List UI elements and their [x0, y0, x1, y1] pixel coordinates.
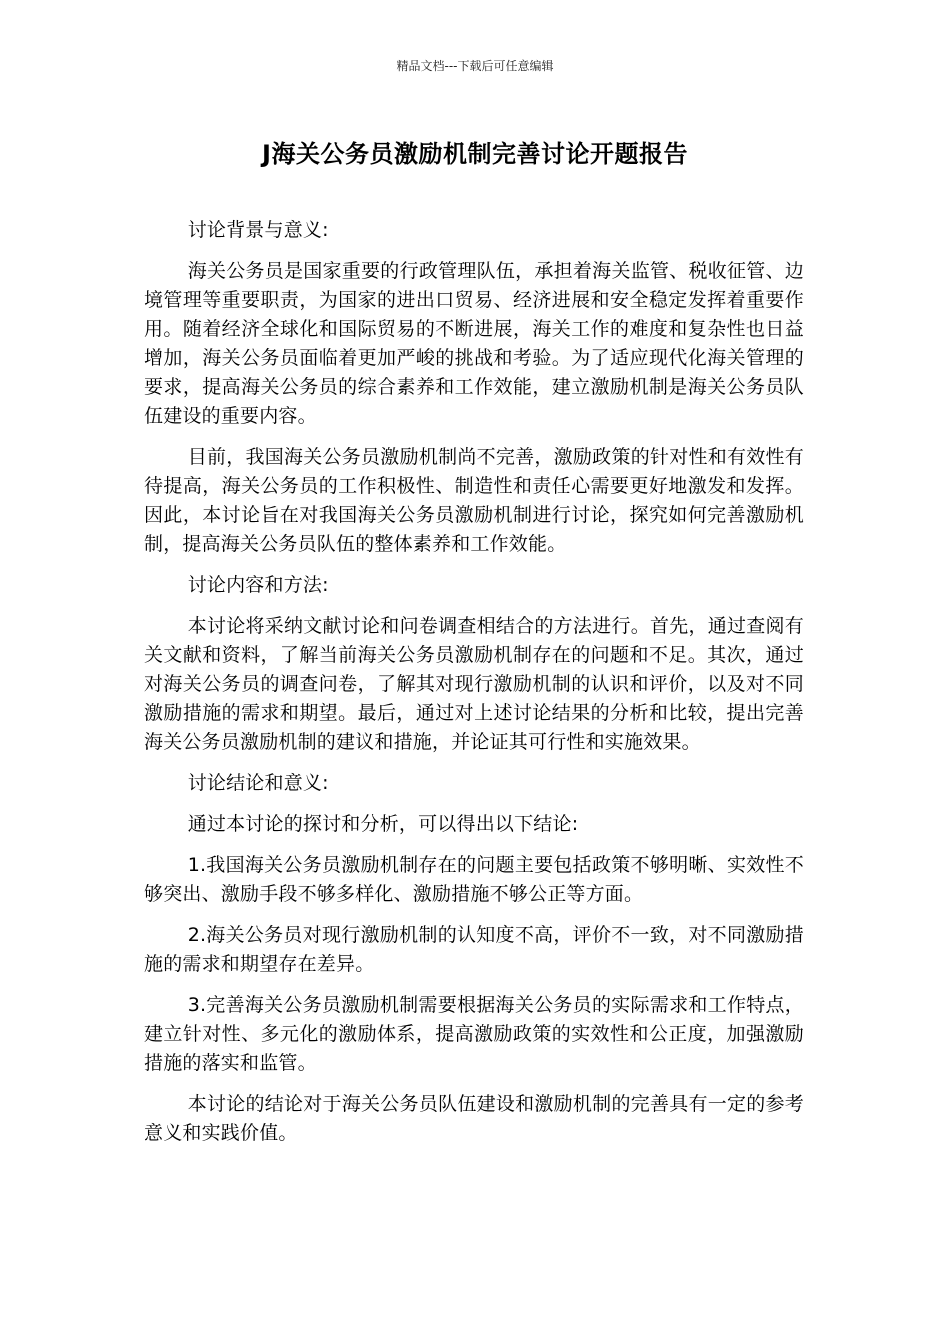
paragraph-conclusion-intro: 通过本讨论的探讨和分析，可以得出以下结论:	[187, 813, 579, 835]
conclusion-item-3: 3.完善海关公务员激励机制需要根据海关公务员的实际需求和工作特点，建立针对性、多元化的激励体系，提高激励政策的实效性和公正度，加强激励措施的落实和监管。	[144, 994, 804, 1074]
paragraph-current-status: 目前，我国海关公务员激励机制尚不完善，激励政策的针对性和有效性有待提高，海关公务员的工作积极性、制造性和责任心需要更好地激发和发挥。因此，本讨论旨在对我国海关公务员激励机制进行讨论，探究如何完善激励机制，提高海关公务员队伍的整体素养和工作效能。	[144, 446, 804, 555]
section-heading-content-method: 讨论内容和方法:	[187, 574, 329, 596]
section-heading-conclusion: 讨论结论和意义:	[187, 772, 329, 794]
document-title: J海关公务员激励机制完善讨论开题报告	[262, 140, 688, 168]
conclusion-item-2: 2.海关公务员对现行激励机制的认知度不高，评价不一致，对不同激励措施的需求和期望存在差异。	[144, 924, 804, 975]
paragraph-method: 本讨论将采纳文献讨论和问卷调查相结合的方法进行。首先，通过查阅有关文献和资料，了解当前海关公务员激励机制存在的问题和不足。其次，通过对海关公务员的调查问卷，了解其对现行激励机制的认识和评价，以及对不同激励措施的需求和期望。最后，通过对上述讨论结果的分析和比较，提出完善海关公务员激励机制的建议和措施，并论证其可行性和实施效果。	[144, 615, 804, 753]
section-heading-background: 讨论背景与意义:	[187, 219, 329, 241]
conclusion-item-1: 1.我国海关公务员激励机制存在的问题主要包括政策不够明晰、实效性不够突出、激励手段不够多样化、激励措施不够公正等方面。	[144, 854, 804, 905]
document-body	[144, 216, 804, 1160]
paragraph-background: 海关公务员是国家重要的行政管理队伍，承担着海关监管、税收征管、边境管理等重要职责，为国家的进出口贸易、经济进展和安全稳定发挥着重要作用。随着经济全球化和国际贸易的不断进展，海关工作的难度和复杂性也日益增加，海关公务员面临着更加严峻的挑战和考验。为了适应现代化海关管理的要求，提高海关公务员的综合素养和工作效能，建立激励机制是海关公务员队伍建设的重要内容。	[144, 260, 804, 427]
header-note: 精品文档---下载后可任意编辑	[396, 59, 554, 73]
paragraph-significance: 本讨论的结论对于海关公务员队伍建设和激励机制的完善具有一定的参考意义和实践价值。	[144, 1093, 804, 1144]
